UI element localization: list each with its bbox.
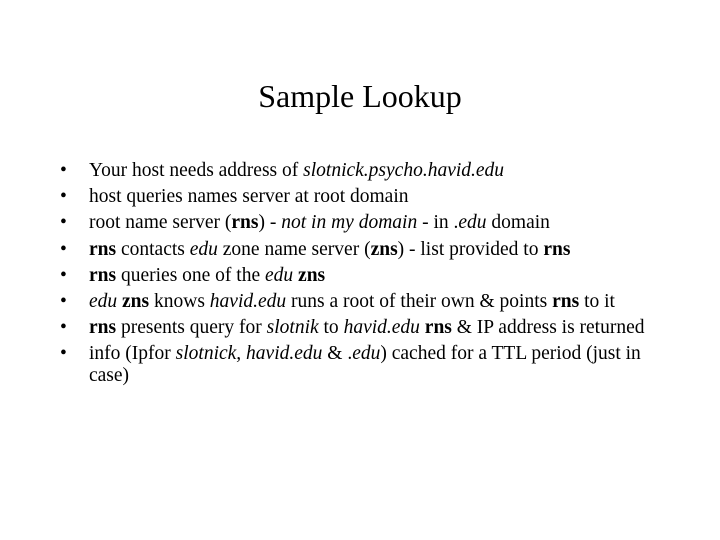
bullet-text: presents query for [116, 317, 267, 339]
bullet-text: edu [89, 290, 118, 312]
bullet-text: rns [552, 290, 580, 312]
bullet-item [60, 343, 660, 387]
bullet-text: - in . [417, 212, 459, 234]
bullet-marker: • [60, 290, 67, 312]
bullet-item [60, 212, 660, 234]
bullet-text: info (Ipfor [89, 343, 176, 365]
bullet-item [60, 265, 660, 287]
bullet-text: & . [322, 343, 353, 365]
bullet-text: runs a root of their own & points [286, 290, 553, 312]
bullet-text: domain [486, 212, 550, 234]
bullet-marker: • [60, 186, 67, 208]
bullet-text: to it [579, 290, 615, 312]
bullet-text: rns [231, 212, 259, 234]
bullet-text: rns [89, 317, 117, 339]
bullet-text: rns [89, 264, 117, 286]
bullet-text: zns [122, 290, 150, 312]
bullet-item [60, 160, 660, 182]
bullet-text: slotnik [266, 317, 319, 339]
bullet-text: ) cached for a TTL period (just in case) [89, 343, 641, 387]
bullet-text: edu [352, 343, 381, 365]
bullet-text: to [318, 317, 344, 339]
bullet-text: rns [424, 317, 452, 339]
bullet-text: knows [149, 290, 210, 312]
bullet-text: edu [265, 264, 294, 286]
bullet-marker: • [60, 238, 67, 260]
bullet-item [60, 291, 660, 313]
bullet-text: havid.edu [209, 290, 287, 312]
bullet-text: edu [458, 212, 487, 234]
bullet-item [60, 239, 660, 261]
slide-title: Sample Lookup [258, 78, 462, 114]
bullet-list [60, 160, 660, 392]
bullet-text: zns [298, 264, 326, 286]
bullet-text: edu [189, 238, 218, 260]
bullet-text: zns [370, 238, 398, 260]
bullet-marker: • [60, 264, 67, 286]
bullet-text: rns [89, 238, 117, 260]
bullet-text: slotnick.psycho.havid.edu [303, 160, 505, 181]
bullet-text: havid.edu [246, 343, 323, 365]
bullet-marker: • [60, 212, 67, 234]
bullet-item [60, 186, 660, 208]
bullet-text: slotnick, [175, 343, 242, 365]
bullet-text: Your host needs address of [89, 160, 304, 181]
bullet-item [60, 317, 660, 339]
bullet-text: & IP address is returned [451, 317, 645, 339]
bullet-text: queries one of the [116, 264, 266, 286]
bullet-text: root name server ( [89, 212, 232, 234]
bullet-text: ) - [258, 212, 282, 234]
bullet-marker: • [60, 343, 67, 365]
bullet-text: havid.edu [343, 317, 420, 339]
bullet-text: host queries names server at root domain [89, 186, 409, 208]
bullet-text: contacts [116, 238, 190, 260]
bullet-marker: • [60, 160, 67, 181]
bullet-marker: • [60, 317, 67, 339]
bullet-text: not in my domain [281, 212, 418, 234]
bullet-text: zone name server ( [217, 238, 371, 260]
bullet-text: ) - list provided to [397, 238, 544, 260]
bullet-text: rns [543, 238, 571, 260]
